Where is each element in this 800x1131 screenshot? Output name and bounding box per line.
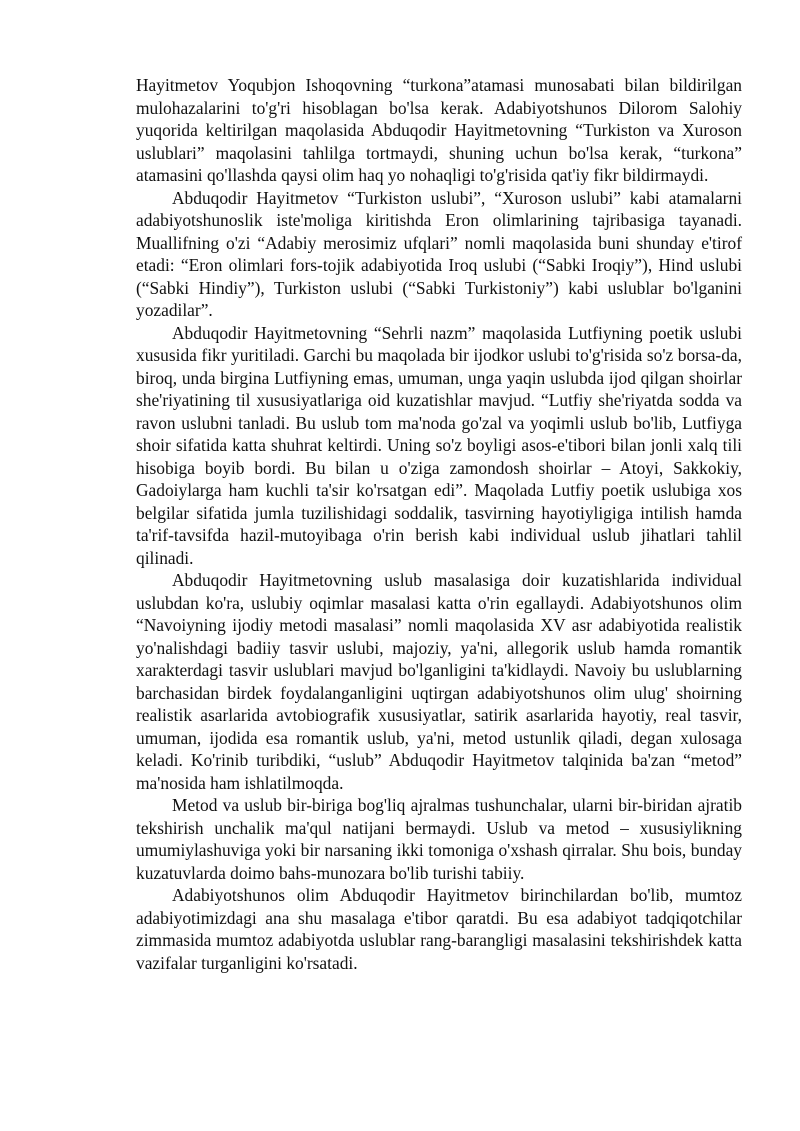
- paragraph-1: Hayitmetov Yoqubjon Ishoqovning “turkona”atamasi munosabati bilan bildirilgan mulohazalarini to'g'ri hisoblagan bo'lsa kerak. Adabiyotshunos Dilorom Salohiy yuqorida keltirilgan maqolasida Abduqodir Hayitmetovning “Turkiston va Xuroson uslublari” maqolasini tahlilga tortmaydi, shuning uchun bo'lsa kerak, “turkona” atamasini qo'llashda qaysi olim haq yo nohaqligi to'g'risida qat'iy fikr bildirmaydi.: [136, 75, 742, 185]
- paragraph-2: Abduqodir Hayitmetov “Turkiston uslubi”, “Xuroson uslubi” kabi atamalarni adabiyotshunoslik iste'moliga kiritishda Eron olimlarining tajribasiga tayanadi. Muallifning o'zi “Adabiy merosimiz ufqlari” nomli maqolasida buni shunday e'tirof etadi: “Eron olimlari fors-tojik adabiyotida Iroq uslubi (“Sabki Iroqiy”), Hind uslubi (“Sabki Hindiy”), Turkiston uslubi (“Sabki Turkistoniy”) kabi uslublar bo'lganini yozadilar”.: [136, 187, 742, 320]
- paragraph-4: Abduqodir Hayitmetovning uslub masalasiga doir kuzatishlarida individual uslubdan ko'ra, uslubiy oqimlar masalasi katta o'rin egallaydi. Adabiyotshunos olim “Navoiyning ijodiy metodi masalasi” nomli maqolasida XV asr adabiyotida realistik yo'nalishdagi badiiy tasvir uslubi, majoziy, ya'ni, allegorik uslub hamda romantik xarakterdagi tasvir uslublari mavjud bo'lganligini ta'kidlaydi. Navoiy bu uslublarning barchasidan birdek foydalanganligini uqtirgan adabiyotshunos olim ulug' shoirning realistik asarlarida avtobiografik xususiyatlar, satirik asarlarida hayotiy, real tasvir, umuman, ijodida esa romantik uslub, ya'ni, metod ustunlik qiladi, degan xulosaga keladi. Ko'rinib turibdiki, “uslub” Abduqodir Hayitmetov talqinida ba'zan “metod” ma'nosida ham ishlatilmoqda.: [136, 570, 742, 793]
- document-page: [136, 74, 742, 974]
- paragraph-3: Abduqodir Hayitmetovning “Sehrli nazm” maqolasida Lutfiyning poetik uslubi xususida fikr yuritiladi. Garchi bu maqolada bir ijodkor uslubi to'g'risida so'z borsa-da, biroq, unda birgina Lutfiyning emas, umuman, unga yaqin uslubda ijod qilgan shoirlar she'riyatining til xususiyatlariga oid kuzatishlar mavjud. “Lutfiy she'riyatda sodda va ravon uslubni tanladi. Bu uslub tom ma'noda go'zal va yoqimli uslub bo'lib, Lutfiyga shoir sifatida katta shuhrat keltirdi. Uning so'z boyligi asos-e'tibori bilan jonli xalq tili hisobiga boyib bordi. Bu bilan u o'ziga zamondosh shoirlar – Atoyi, Sakkokiy, Gadoiylarga ham kuchli ta'sir ko'rsatgan edi”. Maqolada Lutfiy poetik uslubiga xos belgilar sifatida jumla tuzilishidagi soddalik, tasvirning hayotiyligiga intilish hamda ta'rif-tavsifda hazil-mutoyibaga o'rin berish kabi individual uslub jihatlari tahlil qilinadi.: [136, 322, 742, 568]
- paragraph-5: Metod va uslub bir-biriga bog'liq ajralmas tushunchalar, ularni bir-biridan ajratib tekshirish unchalik ma'qul natijani bermaydi. Uslub va metod – xususiylikning umumiylashuviga yoki bir narsaning ikki tomoniga o'xshash qirralar. Shu bois, bunday kuzatuvlarda doimo bahs-munozara bo'lib turishi tabiiy.: [136, 795, 742, 883]
- paragraph-6: Adabiyotshunos olim Abduqodir Hayitmetov birinchilardan bo'lib, mumtoz adabiyotimizdagi ana shu masalaga e'tibor qaratdi. Bu esa adabiyot tadqiqotchilar zimmasida mumtoz adabiyotda uslublar rang-barangligi masalasini tekshirishdek katta vazifalar turganligini ko'rsatadi.: [136, 885, 742, 973]
